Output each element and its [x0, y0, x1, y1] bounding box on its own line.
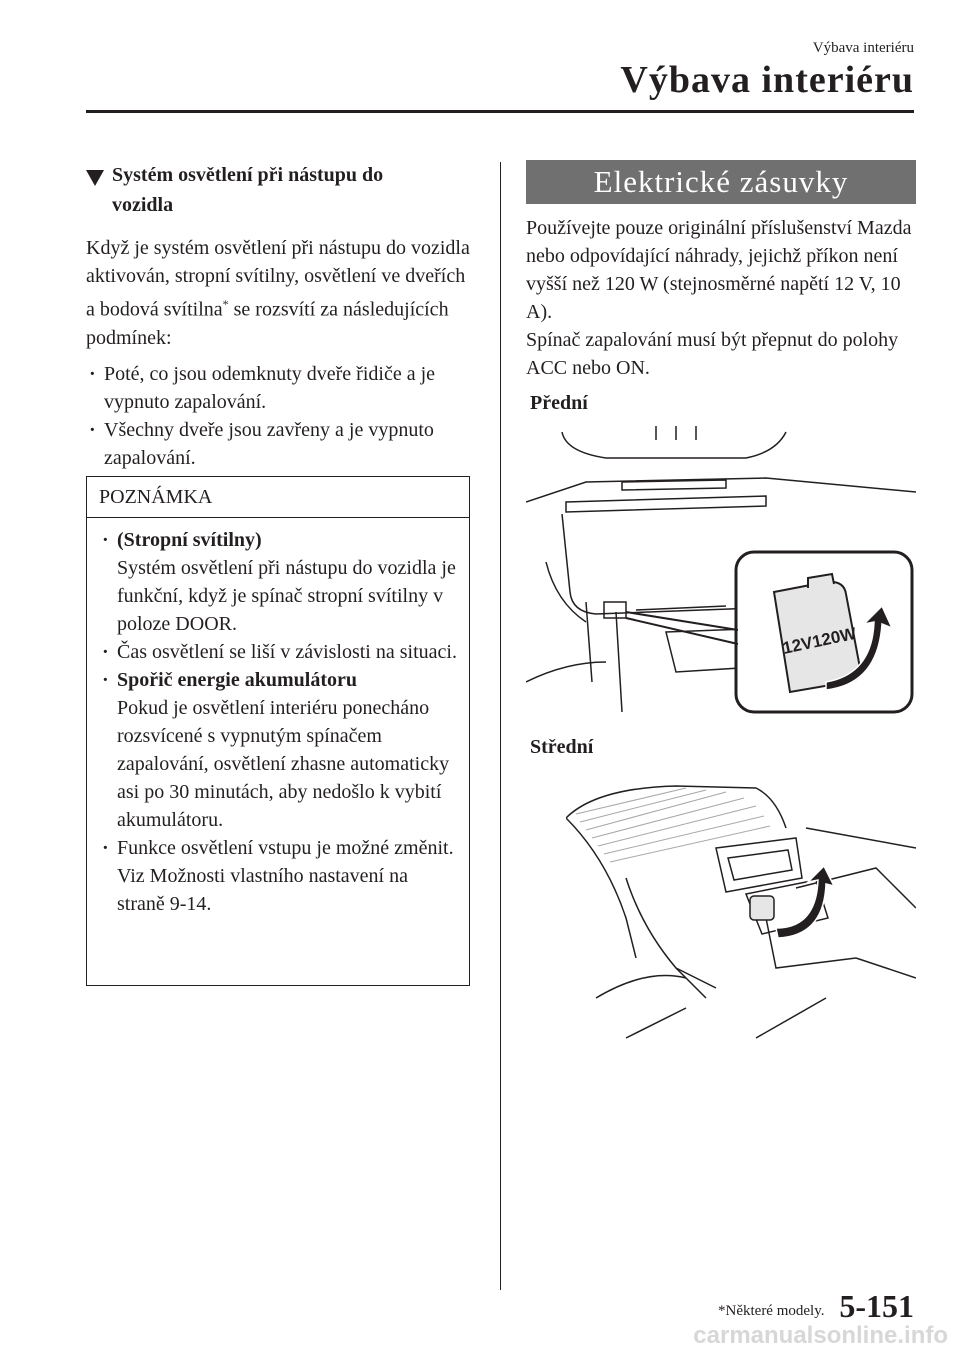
note-text: Pokud je osvětlení interiéru ponecháno rozsvícené s vypnutým spínačem zapalování, osvětlení zhasne automaticky asi po 30 minutách, aby nedošlo k vybití akumulátoru.	[117, 697, 450, 831]
running-header-title: Výbava interiéru	[620, 59, 914, 101]
note-item	[99, 638, 459, 666]
section-banner: Elektrické zásuvky	[526, 160, 916, 204]
heading-line-1: Systém osvětlení při nástupu do	[112, 164, 384, 186]
note-subheading: (Stropní svítilny)	[117, 529, 262, 551]
open-arrow-icon	[776, 866, 834, 938]
list-item: · Všechny dveře jsou zavřeny a je vypnuto zapalování.	[86, 416, 470, 472]
list-item: · Poté, co jsou odemknuty dveře řidiče a je vypnuto zapalování.	[86, 360, 470, 416]
heading-line-2: vozidla	[112, 194, 174, 216]
note-body	[87, 518, 469, 918]
accessory-paragraph: Používejte pouze originální příslušenství Mazda nebo odpovídající náhrady, jejichž příkon není vyšší než 120 W (stejnosměrné napětí 12 V, 10 A).	[526, 217, 912, 323]
note-item	[99, 666, 459, 834]
socket-label: 12V120W	[780, 623, 858, 658]
center-socket-illustration	[566, 768, 916, 1048]
caption-front: Přední	[530, 392, 588, 414]
column-divider	[500, 162, 501, 1290]
note-subheading: Spořič energie akumulátoru	[117, 669, 357, 691]
section-heading	[86, 160, 470, 220]
section-heading-text	[112, 160, 383, 220]
right-column	[526, 160, 916, 382]
note-item	[99, 834, 459, 918]
footnote-marker: *	[222, 297, 229, 311]
caption-center: Střední	[530, 736, 594, 758]
note-list	[99, 526, 459, 918]
triangle-bullet-icon	[86, 170, 104, 186]
page-number: 5-151	[839, 1288, 914, 1324]
note-text: Systém osvětlení při nástupu do vozidla je funkční, když je spínač stropní svítilny v poloze DOOR.	[117, 557, 456, 635]
conditions-list	[86, 360, 470, 472]
left-column	[86, 160, 470, 472]
header-rule	[86, 110, 914, 113]
watermark: carmanualsonline.info	[693, 1322, 948, 1349]
note-text: Čas osvětlení se liší v závislosti na situaci.	[117, 641, 457, 663]
note-text: Funkce osvětlení vstupu je možné změnit. Viz Možnosti vlastního nastavení na straně 9-14.	[117, 837, 454, 915]
footnote: *Některé modely.	[718, 1303, 825, 1319]
note-title: POZNÁMKA	[87, 477, 469, 518]
running-header-small: Výbava interiéru	[812, 40, 914, 56]
intro-text-end: se rozsvítí za následujících podmínek:	[86, 298, 449, 349]
note-box	[86, 476, 470, 986]
intro-paragraph	[86, 234, 470, 352]
front-socket-illustration	[526, 422, 916, 722]
ignition-paragraph: Spínač zapalování musí být přepnut do polohy ACC nebo ON.	[526, 329, 899, 379]
intro-text: Když je systém osvětlení při nástupu do vozidla aktivován, stropní svítilny, osvětlení ve dveřích a bodová svítilna	[86, 237, 470, 321]
note-item	[99, 526, 459, 638]
